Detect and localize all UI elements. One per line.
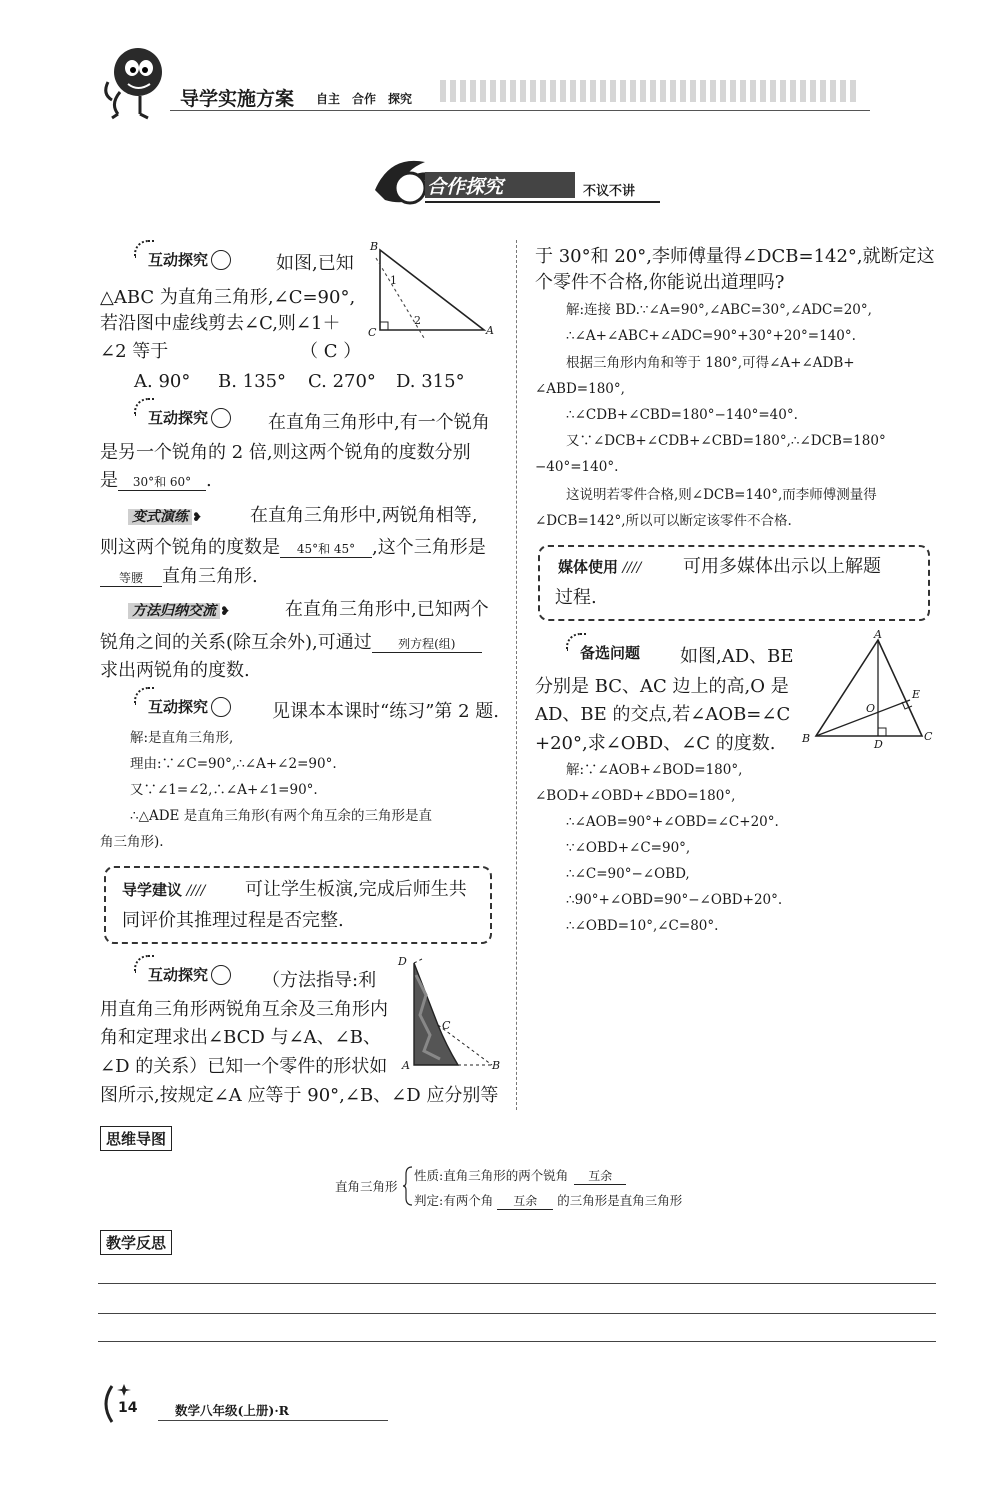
mindmap-label: 思维导图 <box>100 1126 172 1151</box>
q2-line3: 是 30°和 60° . <box>100 470 212 491</box>
q5-sol-4: 角三角形). <box>100 834 164 850</box>
q1-fig-c: C <box>368 326 377 339</box>
q7-fig-o: O <box>866 702 876 715</box>
q2-line1: 在直角三角形中,有一个锐角 <box>268 412 490 433</box>
q7-figure <box>798 628 938 772</box>
media-label: 媒体使用 //// <box>558 558 642 576</box>
q3-line1: 在直角三角形中,两锐角相等, <box>250 505 478 526</box>
q5-line1: 见课本本课时“练习”第 2 题. <box>272 701 500 722</box>
q4-blank: 列方程(组) <box>372 636 482 653</box>
q1-answer: （ C ） <box>300 341 362 362</box>
mascot-icon <box>100 42 170 122</box>
q4-line2: 锐角之间的关系(除互余外),可通过 列方程(组) <box>100 630 482 656</box>
q4-line3: 求出两锐角的度数. <box>100 660 250 681</box>
q5-sol-2: 又∵∠1=∠2,∴∠A+∠1=90°. <box>130 782 318 798</box>
media-line1: 可用多媒体出示以上解题 <box>683 556 881 577</box>
q6-line2: 用直角三角形两锐角互余及三角形内 <box>100 999 388 1020</box>
r-sol-1: ∴∠A+∠ABC+∠ADC=90°+30°+20°=140°. <box>566 328 856 344</box>
q7-fig-d: D <box>874 738 883 751</box>
q5-sol-1: 理由:∵∠C=90°,∴∠A+∠2=90°. <box>130 756 337 772</box>
q5-sol-0: 解:是直角三角形, <box>130 730 234 746</box>
r-cont1: 于 30°和 20°,李师傅量得∠DCB=142°,就断定这 <box>535 246 935 267</box>
q4-line1: 在直角三角形中,已知两个 <box>285 599 489 620</box>
advice-line2: 同评价其推理过程是否完整. <box>122 910 344 931</box>
reflect-line-2 <box>98 1313 936 1314</box>
q7-fig-c: C <box>924 730 933 743</box>
q3-line3: 等腰 直角三角形. <box>100 564 258 590</box>
reflect-line-1 <box>98 1283 936 1284</box>
footer-rule <box>158 1420 388 1421</box>
q3-tag: 变式演练 ❥ <box>128 503 202 530</box>
q5-tag: 互动探究 <box>140 694 231 720</box>
q1-line3: 若沿图中虚线剪去∠C,则∠1＋ <box>100 313 341 334</box>
q6-figure <box>396 955 506 1075</box>
header-rule <box>170 110 870 111</box>
q6-line5: 图所示,按规定∠A 应等于 90°,∠B、∠D 应分别等 <box>100 1085 499 1106</box>
q3-blank2: 等腰 <box>100 570 162 587</box>
advice-line1: 可让学生板演,完成后师生共 <box>245 879 467 900</box>
q5-sol-3: ∴△ADE 是直角三角形(有两个角互余的三角形是直 <box>130 808 432 824</box>
r-sol-5: 又∵∠DCB+∠CDB+∠CBD=180°,∴∠DCB=180° <box>566 433 886 449</box>
q7-fig-b: B <box>802 732 811 745</box>
q7-line4: +20°,求∠OBD、∠C 的度数. <box>535 733 776 754</box>
q1-figure <box>366 240 506 344</box>
mindmap-judge: 判定:有两个角 互余 的三角形是直角三角形 <box>414 1193 683 1208</box>
advice-label: 导学建议 //// <box>122 881 206 899</box>
q7-fig-a: A <box>874 628 882 641</box>
q3-line2: 则这两个锐角的度数是 45°和 45° ,这个三角形是 <box>100 537 486 558</box>
q4-tag: 方法归纳交流 ❥ <box>128 597 230 624</box>
circle-icon <box>211 408 231 428</box>
q7-line2: 分别是 BC、AC 边上的高,O 是 <box>535 676 789 697</box>
reflect-line-3 <box>98 1341 936 1342</box>
q1-fig-a: A <box>486 324 494 337</box>
q7-sol-3: ∵∠OBD+∠C=90°, <box>566 840 691 856</box>
q7-fig-e: E <box>912 688 921 701</box>
q7-sol-0: 解:∵∠AOB+∠BOD=180°, <box>566 762 743 778</box>
r-cont2: 个零件不合格,你能说出道理吗? <box>535 272 785 293</box>
q2-tag: 互动探究 <box>140 405 231 431</box>
r-sol-2: 根据三角形内角和等于 180°,可得∠A+∠ADB+ <box>566 355 855 371</box>
q1-option-c: C. 270° <box>308 371 376 392</box>
section-banner <box>365 150 665 210</box>
column-divider <box>516 240 517 1110</box>
media-line2: 过程. <box>555 587 597 608</box>
q6-tag: 互动探究 <box>140 962 231 988</box>
q7-sol-2: ∴∠AOB=90°+∠OBD=∠C+20°. <box>566 814 779 830</box>
mindmap-prop: 性质:直角三角形的两个锐角 互余 <box>414 1163 626 1188</box>
q6-fig-d: D <box>398 955 407 968</box>
circle-icon <box>211 697 231 717</box>
q6-fig-c: C <box>442 1019 451 1032</box>
q7-sol-4: ∴∠C=90°−∠OBD, <box>566 866 690 882</box>
q3-blank1: 45°和 45° <box>280 541 372 558</box>
header-title: 导学实施方案 <box>180 88 295 110</box>
q1-fig-2: 2 <box>414 314 421 327</box>
circle-icon <box>211 965 231 985</box>
q6-line1: （方法指导:利 <box>262 970 377 991</box>
header-subtitle: 自主 合作 探究 <box>316 92 413 106</box>
reflect-label: 教学反思 <box>100 1230 172 1255</box>
q1-line2: △ABC 为直角三角形,∠C=90°, <box>100 287 356 308</box>
q6-line3: 角和定理求出∠BCD 与∠A、∠B、 <box>100 1027 381 1048</box>
q6-fig-b: B <box>492 1059 501 1072</box>
r-sol-4: ∴∠CDB+∠CBD=180°−140°=40°. <box>566 407 798 423</box>
q2-line2: 是另一个锐角的 2 倍,则这两个锐角的度数分别 <box>100 442 471 463</box>
q7-sol-5: ∴90°+∠OBD=90°−∠OBD+20°. <box>566 892 783 908</box>
q7-line1: 如图,AD、BE <box>680 646 794 667</box>
mindmap-root: 直角三角形 <box>335 1179 398 1194</box>
q6-fig-a: A <box>402 1059 410 1072</box>
q1-tag: 互动探究 <box>140 247 231 273</box>
q1-option-d: D. 315° <box>396 371 465 392</box>
mindmap-judge-blank: 互余 <box>497 1193 553 1210</box>
banner-note: 不议不讲 <box>583 184 636 199</box>
page-badge <box>98 1382 158 1426</box>
banner-title: 合作探究 <box>427 176 504 198</box>
q7-sol-1: ∠BOD+∠OBD+∠BDO=180°, <box>535 788 736 804</box>
r-sol-7: 这说明若零件合格,则∠DCB=140°,而李师傅测量得 <box>566 487 877 503</box>
r-sol-8: ∠DCB=142°,所以可以断定该零件不合格. <box>535 513 792 529</box>
mindmap-brace <box>403 1166 413 1206</box>
footer-book: 数学八年级(上册)·R <box>175 1403 290 1418</box>
q2-blank: 30°和 60° <box>118 474 206 491</box>
r-sol-3: ∠ABD=180°, <box>535 381 625 397</box>
page-number: 14 <box>118 1400 138 1416</box>
mindmap-prop-blank: 互余 <box>574 1168 626 1185</box>
header-stripe <box>440 80 860 102</box>
q7-tag: 备选问题 <box>572 640 640 666</box>
q1-fig-1: 1 <box>390 274 397 287</box>
q1-option-b: B. 135° <box>218 371 287 392</box>
circle-icon <box>211 250 231 270</box>
q7-sol-6: ∴∠OBD=10°,∠C=80°. <box>566 918 719 934</box>
q1-line4: ∠2 等于 <box>100 341 169 362</box>
r-sol-0: 解:连接 BD.∵∠A=90°,∠ABC=30°,∠ADC=20°, <box>566 302 872 318</box>
q1-fig-b: B <box>370 240 379 253</box>
r-sol-6: −40°=140°. <box>535 459 619 475</box>
q7-line3: AD、BE 的交点,若∠AOB=∠C <box>535 704 791 725</box>
q1-line1: 如图,已知 <box>276 253 354 274</box>
q6-line4: ∠D 的关系）已知一个零件的形状如 <box>100 1056 388 1077</box>
q1-option-a: A. 90° <box>134 371 191 392</box>
